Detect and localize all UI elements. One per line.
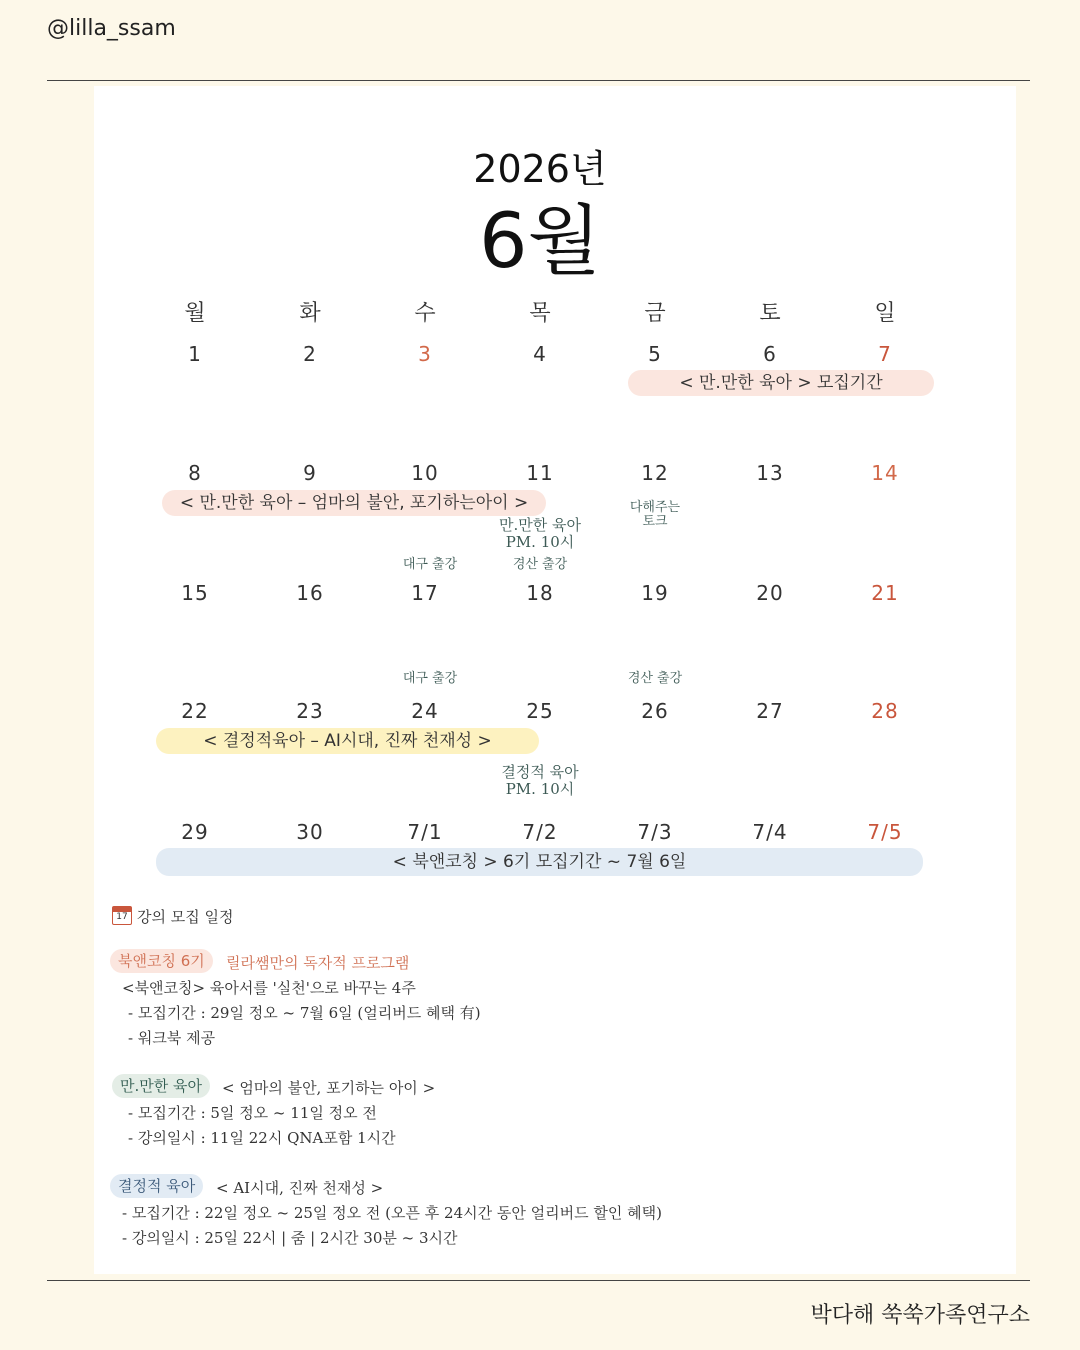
day-cell: 12 (641, 461, 669, 485)
day-cell: 7/3 (637, 820, 673, 844)
account-handle[interactable]: @lilla_ssam (47, 16, 176, 41)
calendar-month: 6월 (479, 196, 601, 285)
pill-bookcoaching: 북앤코칭 6기 (110, 949, 213, 973)
bookcoaching-desc: <북앤코칭> 육아서를 '실천'으로 바꾸는 4주 (122, 979, 416, 997)
day-cell: 1 (188, 342, 202, 366)
weekday-tue: 화 (299, 301, 321, 326)
day-cell-sunday: 7/5 (867, 820, 903, 844)
day-cell: 8 (188, 461, 202, 485)
day-cell: 7/1 (407, 820, 443, 844)
day-cell: 6 (763, 342, 777, 366)
event-note-manman-2: PM. 10시 (505, 533, 575, 551)
weekday-mon: 월 (184, 301, 206, 326)
day-cell: 18 (526, 581, 554, 605)
day-cell: 25 (526, 699, 554, 723)
schedule-heading: 강의 모집 일정 (137, 908, 234, 926)
day-cell: 4 (533, 342, 547, 366)
day-cell-sunday: 28 (871, 699, 899, 723)
weekday-fri: 금 (644, 301, 666, 326)
day-cell: 24 (411, 699, 439, 723)
day-cell: 5 (648, 342, 662, 366)
day-cell: 7/2 (522, 820, 558, 844)
day-cell: 29 (181, 820, 209, 844)
bookcoaching-period: - 모집기간 : 29일 정오 ~ 7월 6일 (얼리버드 혜택 有) (128, 1004, 481, 1022)
event-bar-bookcoaching: < 북앤코칭 > 6기 모집기간 ~ 7월 6일 (156, 848, 923, 876)
event-note-talk-1: 다해주는 (629, 500, 681, 515)
bottom-divider (47, 1280, 1030, 1281)
pill-decisive: 결정적 육아 (110, 1174, 203, 1198)
day-cell: 13 (756, 461, 784, 485)
event-note-daegu: 대구 출강 (402, 557, 458, 572)
calendar-icon: 17 (112, 906, 132, 925)
decisive-period: - 모집기간 : 22일 정오 ~ 25일 정오 전 (오픈 후 24시간 동안 얼리버드 할인 혜택) (122, 1204, 662, 1222)
weekday-sat: 토 (759, 301, 781, 326)
event-note-gyeongsan: 경산 출강 (627, 671, 683, 686)
day-cell: 22 (181, 699, 209, 723)
weekday-sun: 일 (874, 301, 896, 326)
top-divider (47, 80, 1030, 81)
day-cell-sunday: 14 (871, 461, 899, 485)
day-cell: 20 (756, 581, 784, 605)
event-note-decisive-1: 결정적 육아 (501, 763, 579, 781)
day-cell: 10 (411, 461, 439, 485)
bookcoaching-workbook: - 워크북 제공 (128, 1029, 216, 1047)
weekday-wed: 수 (414, 301, 436, 326)
event-note-talk-2: 토크 (642, 514, 668, 529)
event-note-decisive-2: PM. 10시 (505, 780, 575, 798)
day-cell: 2 (303, 342, 317, 366)
footer-brand: 박다해 쑥쑥가족연구소 (810, 1303, 1030, 1328)
day-cell-sunday: 21 (871, 581, 899, 605)
event-note-manman-1: 만.만한 육아 (499, 516, 581, 534)
day-cell: 26 (641, 699, 669, 723)
day-cell: 19 (641, 581, 669, 605)
day-cell: 17 (411, 581, 439, 605)
event-note-gyeongsan: 경산 출강 (512, 557, 568, 572)
decisive-title: < AI시대, 진짜 천재성 > (216, 1179, 384, 1197)
day-cell: 11 (526, 461, 554, 485)
pill-manman: 만.만한 육아 (112, 1074, 210, 1098)
day-cell: 23 (296, 699, 324, 723)
event-note-daegu: 대구 출강 (402, 671, 458, 686)
decisive-lecture: - 강의일시 : 25일 22시 | 줌 | 2시간 30분 ~ 3시간 (122, 1229, 458, 1247)
event-bar-decisive-title: < 결정적육아 – AI시대, 진짜 천재성 > (156, 728, 539, 754)
manman-period: - 모집기간 : 5일 정오 ~ 11일 정오 전 (128, 1104, 377, 1122)
day-cell-sunday: 7 (878, 342, 892, 366)
event-bar-manman-title: < 만.만한 육아 – 엄마의 불안, 포기하는아이 > (162, 490, 546, 516)
day-cell: 7/4 (752, 820, 788, 844)
manman-title: < 엄마의 불안, 포기하는 아이 > (222, 1079, 436, 1097)
bookcoaching-tagline: 릴라쌤만의 독자적 프로그램 (226, 954, 410, 972)
day-cell: 30 (296, 820, 324, 844)
day-cell-holiday: 3 (418, 342, 432, 366)
weekday-thu: 목 (529, 301, 551, 326)
calendar-year: 2026년 (473, 147, 607, 191)
day-cell: 15 (181, 581, 209, 605)
manman-lecture: - 강의일시 : 11일 22시 QNA포함 1시간 (128, 1129, 396, 1147)
day-cell: 9 (303, 461, 317, 485)
day-cell: 27 (756, 699, 784, 723)
day-cell: 16 (296, 581, 324, 605)
event-bar-manman-recruit: < 만.만한 육아 > 모집기간 (628, 370, 934, 396)
